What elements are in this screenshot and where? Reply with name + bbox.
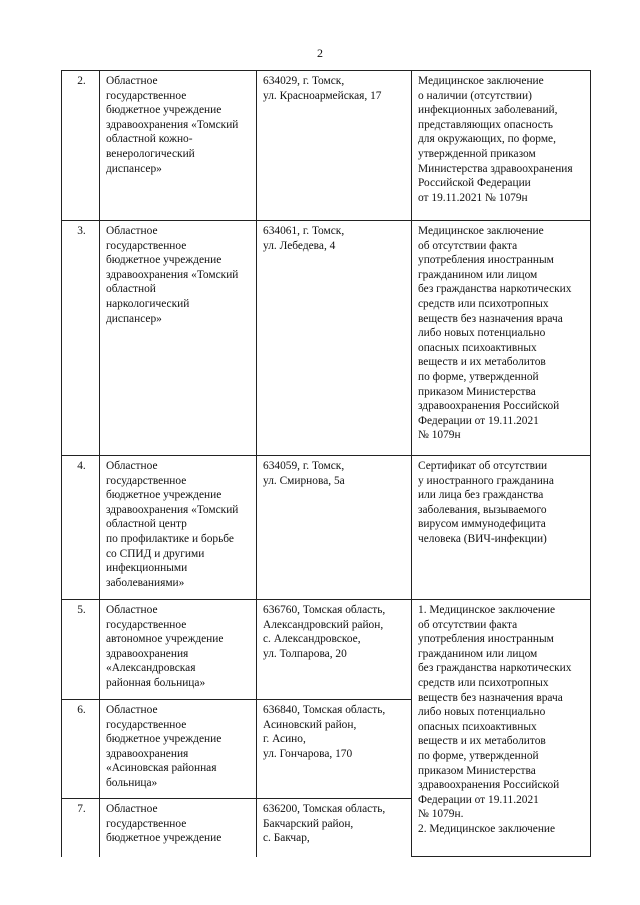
organization-cell: Областное государственное бюджетное учреждение здравоохранения «Томский областной центр по профилактике и борьбе со СПИД и другими инфекционными заболеваниями» [100,456,257,600]
row-number: 7. [62,799,100,857]
organization-cell: Областное государственное автономное учреждение здравоохранения «Александровская районная больница» [100,600,257,700]
address-cell: 634029, г. Томск, ул. Красноармейская, 17 [257,71,412,221]
organization-cell: Областное государственное бюджетное учреждение здравоохранения «Томский областной наркологический диспансер» [100,221,257,456]
row-number: 4. [62,456,100,600]
table-row [62,600,591,700]
document-cell: Медицинское заключение об отсутствии факта употребления иностранным гражданином или лицом без гражданства наркотических средств или психотропных веществ без назначения врача либо новых потенциально опасных психоактивных веществ и их метаболитов по форме, утвержденной приказом Министерства здравоохранения Российской Федерации от 19.11.2021 № 1079н [412,221,591,456]
document-cell: Сертификат об отсутствии у иностранного гражданина или лица без гражданства заболевания, вызываемого вирусом иммунодефицита человека (ВИЧ-инфекции) [412,456,591,600]
row-number: 6. [62,700,100,799]
row-number: 3. [62,221,100,456]
address-cell: 636760, Томская область, Александровский район, с. Александровское, ул. Толпарова, 20 [257,600,412,700]
table-row [62,71,591,221]
table-row [62,221,591,456]
page-number: 2 [317,46,323,60]
document-cell: Медицинское заключение о наличии (отсутствии) инфекционных заболеваний, представляющих опасность для окружающих, по форме, утвержденной приказом Министерства здравоохранения Российской Федерации от 19.11.2021 № 1079н [412,71,591,221]
row-number: 5. [62,600,100,700]
organization-cell: Областное государственное бюджетное учреждение здравоохранения «Томский областной кожно- венерологический диспансер» [100,71,257,221]
organization-cell: Областное государственное бюджетное учреждение [100,799,257,857]
address-cell: 634061, г. Томск, ул. Лебедева, 4 [257,221,412,456]
table-row [62,456,591,600]
organization-cell: Областное государственное бюджетное учреждение здравоохранения «Асиновская районная больница» [100,700,257,799]
address-cell: 634059, г. Томск, ул. Смирнова, 5а [257,456,412,600]
address-cell: 636840, Томская область, Асиновский район, г. Асино, ул. Гончарова, 170 [257,700,412,799]
row-number: 2. [62,71,100,221]
address-cell: 636200, Томская область, Бакчарский район, с. Бакчар, [257,799,412,857]
institutions-table [61,70,591,857]
document-cell: 1. Медицинское заключение об отсутствии факта употребления иностранным гражданином или лицом без гражданства наркотических средств или психотропных веществ без назначения врача либо новых потенциально опасных психоактивных веществ и их метаболитов по форме, утвержденной приказом Министерства здравоохранения Российской Федерации от 19.11.2021 № 1079н. 2. Медицинское заключение [412,600,591,857]
